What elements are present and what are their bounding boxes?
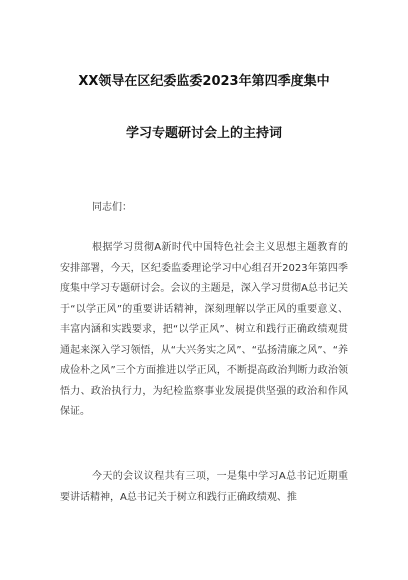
- greeting: 同志们：: [92, 202, 132, 213]
- paragraph-2: 今天的会议议程共有三项，一是集中学习A总书记近期重要讲话精神，A总书记关于树立和践行正确政绩观、推: [60, 471, 348, 503]
- document-title-line-1: XX领导在区纪委监委2023年第四季度集中: [78, 74, 330, 89]
- document-title-line-2: 学习专题研讨会上的主持词: [125, 126, 282, 141]
- paragraph-1: 根据学习贯彻A新时代中国特色社会主义思想主题教育的安排部署，今天，区纪委监委理论学习中心组召开2023年第四季度集中学习专题研讨会。会议的主题是，深入学习贯彻A总书记关于“以学正风”的重要讲话精神，深刻理解以学正风的重要意义、丰富内涵和实践要求，把“以学正风”、树立和践行正确政绩观贯通起来深入学习领悟，从“大兴务实之风”、“弘扬清廉之风”、“养成俭朴之风”三个方面推进以学正风，不断提高政治判断力政治领悟力、政治执行力，为纪检监察事业发展提供坚强的政治和作风保证。: [60, 242, 348, 417]
